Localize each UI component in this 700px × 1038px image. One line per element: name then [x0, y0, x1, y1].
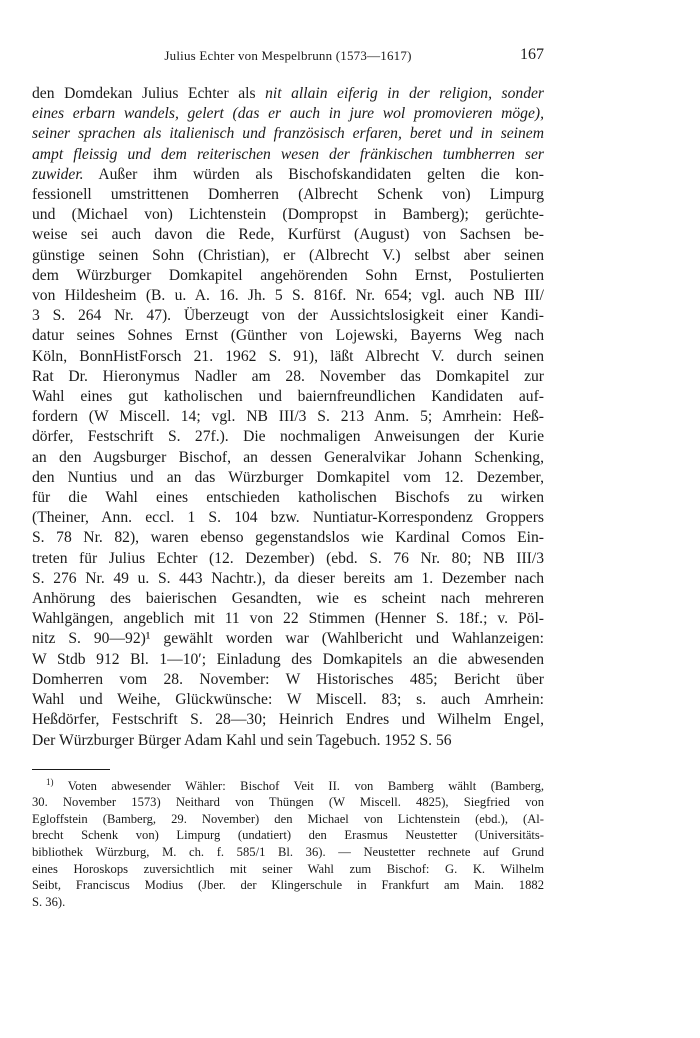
footnote-rule [32, 769, 110, 770]
body-line: dörfer, Festschrift S. 27f.). Die nochmaligen Anweisungen der Kurie [32, 428, 544, 446]
footnote-line: brecht Schenk von) Limpurg (undatiert) den Erasmus Neustetter (Universitäts- [32, 828, 544, 843]
body-line: günstige seinen Sohn (Christian), er (Albrecht V.) selbst aber seinen [32, 246, 544, 264]
footnote-line: 30. November 1573) Neithard von Thüngen (W Miscell. 4825), Siegfried von [32, 795, 544, 810]
body-line: Wahl eines gut katholischen und baiernfreundlichen Kandidaten auf- [32, 388, 544, 406]
running-header [32, 48, 544, 70]
body-line: Heßdörfer, Festschrift S. 28—30; Heinrich Endres und Wilhelm Engel, [32, 711, 544, 729]
footnote-line: Seibt, Franciscus Modius (Jber. der Klingerschule in Frankfurt am Main. 1882 [32, 878, 544, 893]
footnote-line: bibliothek Würzburg, M. ch. f. 585/1 Bl. 36). — Neustetter rechnete auf Grund [32, 845, 544, 860]
body-line: S. 276 Nr. 49 u. S. 443 Nachtr.), da dieser bereits am 1. Dezember nach [32, 569, 544, 587]
page [32, 48, 544, 910]
footnote-line: eines Horoskops zuversichtlich mit seiner Wahl zum Bischof: G. K. Wilhelm [32, 861, 544, 876]
body-line: und (Michael von) Lichtenstein (Dompropst in Bamberg); gerüchte- [32, 206, 544, 224]
body-line: Domherren vom 28. November: W Historisches 485; Bericht über [32, 670, 544, 688]
body-line: W Stdb 912 Bl. 1—10′; Einladung des Domkapitels an die abwesenden [32, 650, 544, 668]
body-line: Wahlgängen, angeblich mit 11 von 22 Stimmen (Henner S. 18f.; v. Pöl- [32, 610, 544, 628]
body-line: S. 78 Nr. 82), waren ebenso gegenstandslos wie Kardinal Comos Ein- [32, 529, 544, 547]
body-line: Wahl und Weihe, Glückwünsche: W Miscell. 83; s. auch Amrhein: [32, 691, 544, 709]
body-line: an den Augsburger Bischof, an dessen Generalvikar Johann Schenking, [32, 448, 544, 466]
body-line: Köln, BonnHistForsch 21. 1962 S. 91), läßt Albrecht V. durch seinen [32, 347, 544, 365]
body-line: für die Wahl eines entschieden katholischen Bischofs zu wirken [32, 489, 544, 507]
body-line: von Hildesheim (B. u. A. 16. Jh. 5 S. 816f. Nr. 654; vgl. auch NB III/ [32, 287, 544, 305]
body-line: den Domdekan Julius Echter als nit allain eiferig in der religion, sonder [32, 85, 544, 102]
body-line: Rat Dr. Hieronymus Nadler am 28. November das Domkapitel zur [32, 367, 544, 385]
body-line: eines erbarn wandels, gelert (das er auch in jure wol promovieren möge), [32, 105, 544, 123]
body-line: datur seines Sohnes Ernst (Günther von Lojewski, Bayerns Weg nach [32, 327, 544, 345]
body-line: weise sei auch davon die Rede, Kurfürst (August) von Sachsen be- [32, 226, 544, 244]
footnote-marker: 1) [46, 776, 54, 787]
body-line: fessionell umstrittenen Domherren (Albrecht Schenk von) Limpurg [32, 186, 544, 204]
body-line: dem Würzburger Domkapitel angehörenden Sohn Ernst, Postulierten [32, 266, 544, 284]
main-text [32, 84, 544, 751]
body-line: zuwider. Außer ihm würden als Bischofskandidaten gelten die kon- [32, 165, 544, 183]
running-title: Julius Echter von Mespelbrunn (1573—1617) [164, 48, 412, 63]
footnote-line: S. 36). [32, 894, 66, 909]
footnote [32, 778, 544, 911]
body-line: den Nuntius und an das Würzburger Domkapitel vom 12. Dezember, [32, 468, 544, 486]
body-line: seiner sprachen als italienisch und französisch erfaren, beret und in seinem [32, 125, 544, 143]
body-line: treten für Julius Echter (12. Dezember) (ebd. S. 76 Nr. 80; NB III/3 [32, 549, 544, 567]
body-line: Anhörung des baierischen Gesandten, wie es scheint nach mehreren [32, 590, 544, 608]
body-line: (Theiner, Ann. eccl. 1 S. 104 bzw. Nuntiatur-Korrespondenz Groppers [32, 509, 544, 527]
body-line: 3 S. 264 Nr. 47). Überzeugt von der Aussichtslosigkeit einer Kandi- [32, 307, 544, 325]
body-line: fordern (W Miscell. 14; vgl. NB III/3 S. 213 Anm. 5; Amrhein: Heß- [32, 408, 544, 426]
body-line: Der Würzburger Bürger Adam Kahl und sein Tagebuch. 1952 S. 56 [32, 731, 452, 749]
body-line: nitz S. 90—92)¹ gewählt worden war (Wahlbericht und Wahlanzeigen: [32, 630, 544, 648]
body-line: ampt fleissig und dem reiterischen wesen der fränkischen tumbherren ser [32, 145, 544, 163]
page-number: 167 [520, 46, 544, 63]
footnote-line: Egloffstein (Bamberg, 29. November) den Michael von Lichtenstein (ebd.), (Al- [32, 811, 544, 826]
footnote-line: $^{1)}$ Voten abwesender Wähler: Bischof Veit II. von Bamberg wählt (Bamberg, [46, 776, 545, 793]
